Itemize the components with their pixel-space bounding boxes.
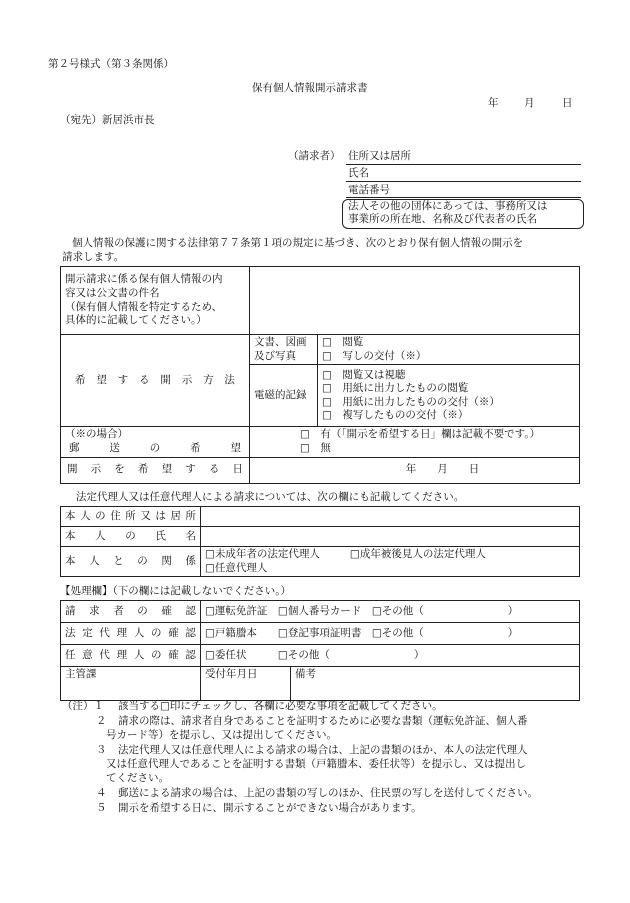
address-underline [346,164,581,165]
mail-l1: （※の場合） [65,428,128,441]
page-title: 保有個人情報開示請求書 [252,82,368,94]
docs-label [250,335,318,365]
principal-address-text: 本 人 の 住 所 又 は 居 所 [65,509,196,522]
method-text: 希 望 す る 開 示 方 法 [75,373,235,386]
rel-opt-minor[interactable]: □未成年者の法定代理人 [205,548,320,560]
agent-table [60,506,580,577]
processing-header: 【処理欄】（下の欄には記載しないでください。） [60,585,291,597]
subject-label [61,267,250,335]
rel-opt-ward[interactable]: □成年被後見人の法定代理人 [349,548,486,560]
mail-opt-yes[interactable]: □ 有（「開示を希望する日」欄は記載不要です。） [300,428,541,441]
requester-name-label[interactable]: 氏名 [348,167,369,179]
method-label [61,335,250,427]
docs-options [318,335,580,365]
principal-address-input[interactable] [201,507,580,527]
docs-opt-copy[interactable]: □ 写しの交付（※） [322,349,427,362]
date-month: 月 [524,97,535,109]
note-2-l1: 請求の際は、請求者自身であることを証明するために必要な書類（運転免許証、個人番 [118,715,528,727]
r2-text: 法 定 代 理 人 の 確 認 [65,626,196,639]
docs-l2: 及び写真 [254,349,296,362]
r1-label [61,601,201,623]
relation-label [61,547,201,577]
requester-phone-label[interactable]: 電話番号 [348,184,390,196]
intro-line-2: 請求します。 [62,251,125,263]
addressee: （宛先）新居浜市長 [60,114,155,126]
desired-date-input[interactable]: 年 月 日 [250,457,580,483]
processing-table [60,600,580,701]
phone-underline [346,197,581,198]
subject-l2: 容又は公文書の件名 [65,286,160,299]
note-3-l2: 又は任意代理人であることを証明する書類（戸籍謄本、委任状等）を提示し、又は提出し [106,758,526,770]
note-2-l2: 号カード等）を提示し、又は提出してください。 [106,729,337,741]
desired-date-text: 開 示 を 希 望 す る 日 [67,463,243,476]
r1-options: □運転免許証 □個人番号カード □その他（ ） [201,601,580,623]
received-cell: 受付年月日 [201,667,291,701]
date-day: 日 [562,97,573,109]
docs-l1: 文書、図画 [254,336,307,348]
mail-options [250,427,580,457]
principal-name-label [61,527,201,547]
elec-opt-2[interactable]: □ 用紙に出力したものの閲覧 [322,382,469,395]
date-year: 年 [488,97,499,109]
desired-date-label [61,457,250,483]
requester-label: （請求者） [288,150,341,162]
rel-opt-voluntary[interactable]: □任意代理人 [205,561,268,574]
form-id: 第２号様式（第３条関係） [48,58,174,70]
mail-l2: 郵 送 の 希 望 [69,441,241,454]
docs-opt-view[interactable]: □ 閲覧 [322,336,364,348]
r2-label [61,623,201,645]
requester-note-1: 法人その他の団体にあっては、事務所又は [348,200,548,212]
r1-text: 請 求 者 の 確 認 [65,604,196,617]
note-5: 開示を希望する日に、開示することができない場合があります。 [118,802,422,814]
elec-label: 電磁的記録 [250,365,318,427]
agent-note: 法定代理人又は任意代理人による請求については、次の欄にも記載してください。 [76,491,465,503]
note-1: 該当する□印にチェックし、各欄に必要な事項を記載してください。 [118,700,443,712]
mail-opt-no[interactable]: □ 無 [300,441,331,454]
note-3-num: ３ [96,744,107,756]
note-5-num: ５ [96,802,107,814]
principal-name-input[interactable] [201,527,580,547]
relation-text: 本 人 と の 関 係 [65,554,196,567]
r2-options: □戸籍謄本 □登記事項証明書 □その他（ ） [201,623,580,645]
principal-name-text: 本 人 の 氏 名 [65,529,196,542]
subject-l1: 開示請求に係る保有個人情報の内 [65,273,223,286]
note-3-l3: てください。 [106,772,169,784]
r3-text: 任 意 代 理 人 の 確 認 [65,648,196,661]
elec-opt-4[interactable]: □ 複写したものの交付（※） [322,409,469,422]
principal-address-label [61,507,201,527]
subject-l4: 具体的に記載してください。） [65,314,207,327]
note-4-num: ４ [96,787,107,799]
subject-l3: （保有個人情報を特定するため、 [65,300,223,313]
intro-line-1: 個人情報の保護に関する法律第７７条第１項の規定に基づき、次のとおり保有個人情報の開示を [72,237,524,249]
r3-options: □委任状 □その他（ ） [201,645,580,667]
subject-input[interactable] [250,267,580,335]
name-underline [346,181,581,182]
r3-label [61,645,201,667]
mail-label [61,427,250,457]
note-3-l1: 法定代理人又は任意代理人による請求の場合は、上記の書類のほか、本人の法定代理人 [118,744,528,756]
requester-note-2: 事業所の所在地、名称及び代表者の氏名 [348,213,537,225]
remarks-cell: 備考 [291,667,580,701]
dept-cell: 主管課 [61,667,201,701]
elec-opt-1[interactable]: □ 閲覧又は視聴 [322,368,406,381]
requester-address-label[interactable]: 住所又は居所 [348,150,411,162]
request-table [60,266,580,484]
elec-opt-3[interactable]: □ 用紙に出力したものの交付（※） [322,395,500,408]
note-4: 郵送による請求の場合は、上記の書類の写しのほか、住民票の写しを送付してください。 [118,787,538,799]
note-2-num: ２ [96,715,107,727]
elec-options [318,365,580,427]
notes-head: （注）１ [62,700,104,712]
relation-options [201,547,580,577]
